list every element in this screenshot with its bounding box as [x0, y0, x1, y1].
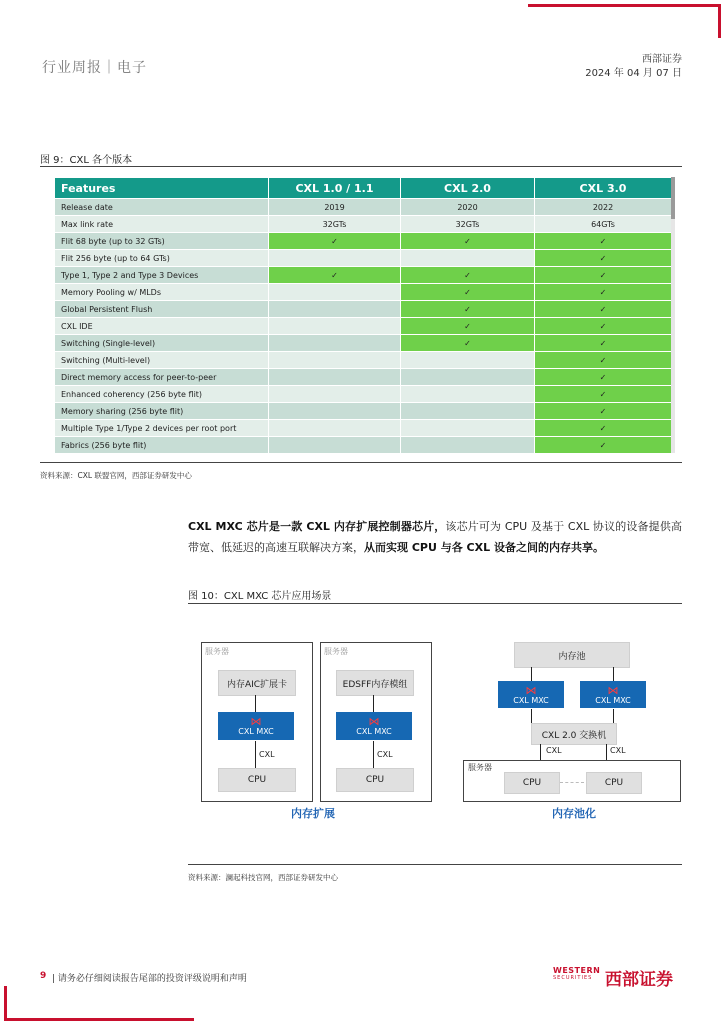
table-header-row [55, 178, 672, 199]
logo-text-en2: SECURITIES [553, 975, 593, 981]
version-cell: ✓ [401, 284, 535, 301]
table-row [55, 420, 672, 437]
table-row [55, 386, 672, 403]
version-cell: ✓ [401, 318, 535, 335]
version-cell [401, 352, 535, 369]
version-cell [269, 369, 401, 386]
arrow [531, 667, 532, 681]
version-cell: 32GTs [401, 216, 535, 233]
arrow [613, 709, 614, 723]
version-cell: 32GTs [269, 216, 401, 233]
figure9-caption: 图 9：CXL 各个版本 [40, 155, 133, 166]
arrow [255, 741, 256, 768]
version-cell [269, 352, 401, 369]
feature-cell: Multiple Type 1/Type 2 devices per root port [55, 420, 269, 437]
version-cell: ✓ [401, 233, 535, 250]
cpu-box: CPU [504, 772, 560, 794]
version-cell [401, 437, 535, 454]
version-cell [269, 437, 401, 454]
arrow [255, 695, 256, 712]
feature-cell: Enhanced coherency (256 byte flit) [55, 386, 269, 403]
version-cell: ✓ [535, 386, 672, 403]
cpu-box: CPU [586, 772, 642, 794]
column-header: Features [55, 178, 269, 199]
mxc-label: CXL MXC [513, 695, 549, 705]
column-header: CXL 3.0 [535, 178, 672, 199]
version-cell: ✓ [535, 403, 672, 420]
version-cell [269, 403, 401, 420]
cxl-switch-box: CXL 2.0 交换机 [531, 723, 617, 745]
chip-icon: ⋈ [525, 683, 537, 697]
feature-cell: CXL IDE [55, 318, 269, 335]
memory-pooling-title: 内存池化 [552, 807, 596, 820]
version-cell: ✓ [535, 301, 672, 318]
feature-cell: Memory Pooling w/ MLDs [55, 284, 269, 301]
cpu-box: CPU [218, 768, 296, 792]
version-cell [401, 420, 535, 437]
cxl-version-table [54, 177, 672, 454]
feature-cell: Release date [55, 199, 269, 216]
cxl-mxc-chip [336, 712, 412, 740]
report-section: 行业周报｜电子 [42, 60, 147, 76]
version-cell: 2022 [535, 199, 672, 216]
header-company: 西部证券 [642, 54, 682, 65]
version-cell: ✓ [535, 318, 672, 335]
table-row [55, 318, 672, 335]
page-number: 9 [40, 971, 47, 981]
chip-icon: ⋈ [607, 683, 619, 697]
memory-aic-card: 内存AIC扩展卡 [218, 670, 296, 696]
figure9-source: 资料来源：CXL 联盟官网，西部证券研发中心 [40, 471, 192, 480]
version-cell [269, 284, 401, 301]
version-cell [269, 318, 401, 335]
version-cell: ✓ [535, 420, 672, 437]
caption-rule [40, 166, 682, 167]
table-row [55, 284, 672, 301]
version-cell: ✓ [535, 250, 672, 267]
table-row [55, 335, 672, 352]
version-cell: ✓ [535, 267, 672, 284]
memory-pool-box: 内存池 [514, 642, 630, 668]
cxl-link-label: CXL [259, 750, 275, 759]
version-cell: ✓ [535, 437, 672, 454]
table-row [55, 267, 672, 284]
table-row [55, 352, 672, 369]
table-row [55, 199, 672, 216]
logo-text-cn: 西部证券 [605, 970, 673, 990]
company-logo [553, 964, 683, 990]
version-cell: ✓ [269, 233, 401, 250]
version-cell: ✓ [401, 301, 535, 318]
cxl-mxc-chip [218, 712, 294, 740]
cxl-mxc-chip [580, 681, 646, 708]
paragraph-lead: CXL MXC 芯片是一款 CXL 内存扩展控制器芯片， [188, 520, 446, 533]
feature-cell: Direct memory access for peer-to-peer [55, 369, 269, 386]
corner-decoration [4, 986, 7, 1020]
version-cell: ✓ [535, 335, 672, 352]
table-row [55, 216, 672, 233]
figure10-caption: 图 10：CXL MXC 芯片应用场景 [188, 591, 332, 602]
column-header: CXL 1.0 / 1.1 [269, 178, 401, 199]
cpu-box: CPU [336, 768, 414, 792]
memory-expansion-title: 内存扩展 [291, 807, 335, 820]
server-label: 服务器 [324, 647, 348, 656]
feature-cell: Type 1, Type 2 and Type 3 Devices [55, 267, 269, 284]
arrow [613, 667, 614, 681]
version-cell [401, 250, 535, 267]
version-cell [269, 301, 401, 318]
server-box-3 [463, 760, 681, 802]
logo-text-en: WESTERN [553, 966, 601, 975]
version-cell: ✓ [535, 284, 672, 301]
table-row [55, 369, 672, 386]
version-cell: ✓ [535, 369, 672, 386]
feature-cell: Switching (Multi-level) [55, 352, 269, 369]
chip-icon: ⋈ [250, 715, 262, 728]
version-cell: ✓ [269, 267, 401, 284]
version-cell: 64GTs [535, 216, 672, 233]
table-row [55, 233, 672, 250]
server-label: 服务器 [205, 647, 229, 656]
edsff-module: EDSFF内存模组 [336, 670, 414, 696]
version-cell: ✓ [401, 335, 535, 352]
feature-cell: Flit 256 byte (up to 64 GTs) [55, 250, 269, 267]
feature-cell: Max link rate [55, 216, 269, 233]
corner-decoration [4, 1018, 194, 1021]
version-cell: ✓ [535, 233, 672, 250]
mxc-label: CXL MXC [238, 727, 274, 736]
figure10-source: 资料来源：澜起科技官网，西部证券研发中心 [188, 873, 338, 882]
feature-cell: Fabrics (256 byte flit) [55, 437, 269, 454]
paragraph-conclusion: 从而实现 CPU 与各 CXL 设备之间的内存共享。 [364, 541, 604, 554]
body-paragraph [188, 516, 682, 558]
chip-icon: ⋈ [368, 715, 380, 728]
source-rule [188, 864, 682, 865]
table-row [55, 437, 672, 454]
footer-disclaimer: | 请务必仔细阅读报告尾部的投资评级说明和声明 [52, 974, 247, 984]
version-cell: 2020 [401, 199, 535, 216]
source-rule [40, 462, 682, 463]
caption-rule [188, 603, 682, 604]
feature-cell: Switching (Single-level) [55, 335, 269, 352]
table-row [55, 301, 672, 318]
arrow [373, 741, 374, 768]
report-date: 2024 年 04 月 07 日 [585, 68, 682, 79]
cxl-link-label: CXL [610, 746, 626, 755]
version-cell [401, 369, 535, 386]
paragraph-body: 该芯片可为 CPU 及基于 CXL 协议的设备提供高带宽、低延迟的高速互联解决方案， [188, 520, 682, 554]
cxl-link-label: CXL [377, 750, 393, 759]
feature-cell: Memory sharing (256 byte flit) [55, 403, 269, 420]
table-row [55, 250, 672, 267]
cxl-mxc-chip [498, 681, 564, 708]
footer-text: 请务必仔细阅读报告尾部的投资评级说明和声明 [57, 974, 247, 984]
column-header: CXL 2.0 [401, 178, 535, 199]
version-cell: 2019 [269, 199, 401, 216]
version-cell: ✓ [401, 267, 535, 284]
mxc-label: CXL MXC [595, 695, 631, 705]
scrollbar-thumb [671, 177, 675, 219]
cpu-interconnect [560, 782, 584, 783]
arrow [373, 695, 374, 712]
version-cell [401, 403, 535, 420]
corner-decoration [718, 4, 721, 38]
cxl-link-label: CXL [546, 746, 562, 755]
feature-cell: Flit 68 byte (up to 32 GTs) [55, 233, 269, 250]
server-label: 服务器 [468, 763, 492, 772]
version-cell [401, 386, 535, 403]
corner-decoration [528, 4, 718, 7]
table-row [55, 403, 672, 420]
arrow [531, 709, 532, 723]
version-cell [269, 386, 401, 403]
version-cell: ✓ [535, 352, 672, 369]
version-cell [269, 420, 401, 437]
version-cell [269, 335, 401, 352]
version-cell [269, 250, 401, 267]
mxc-label: CXL MXC [356, 727, 392, 736]
feature-cell: Global Persistent Flush [55, 301, 269, 318]
